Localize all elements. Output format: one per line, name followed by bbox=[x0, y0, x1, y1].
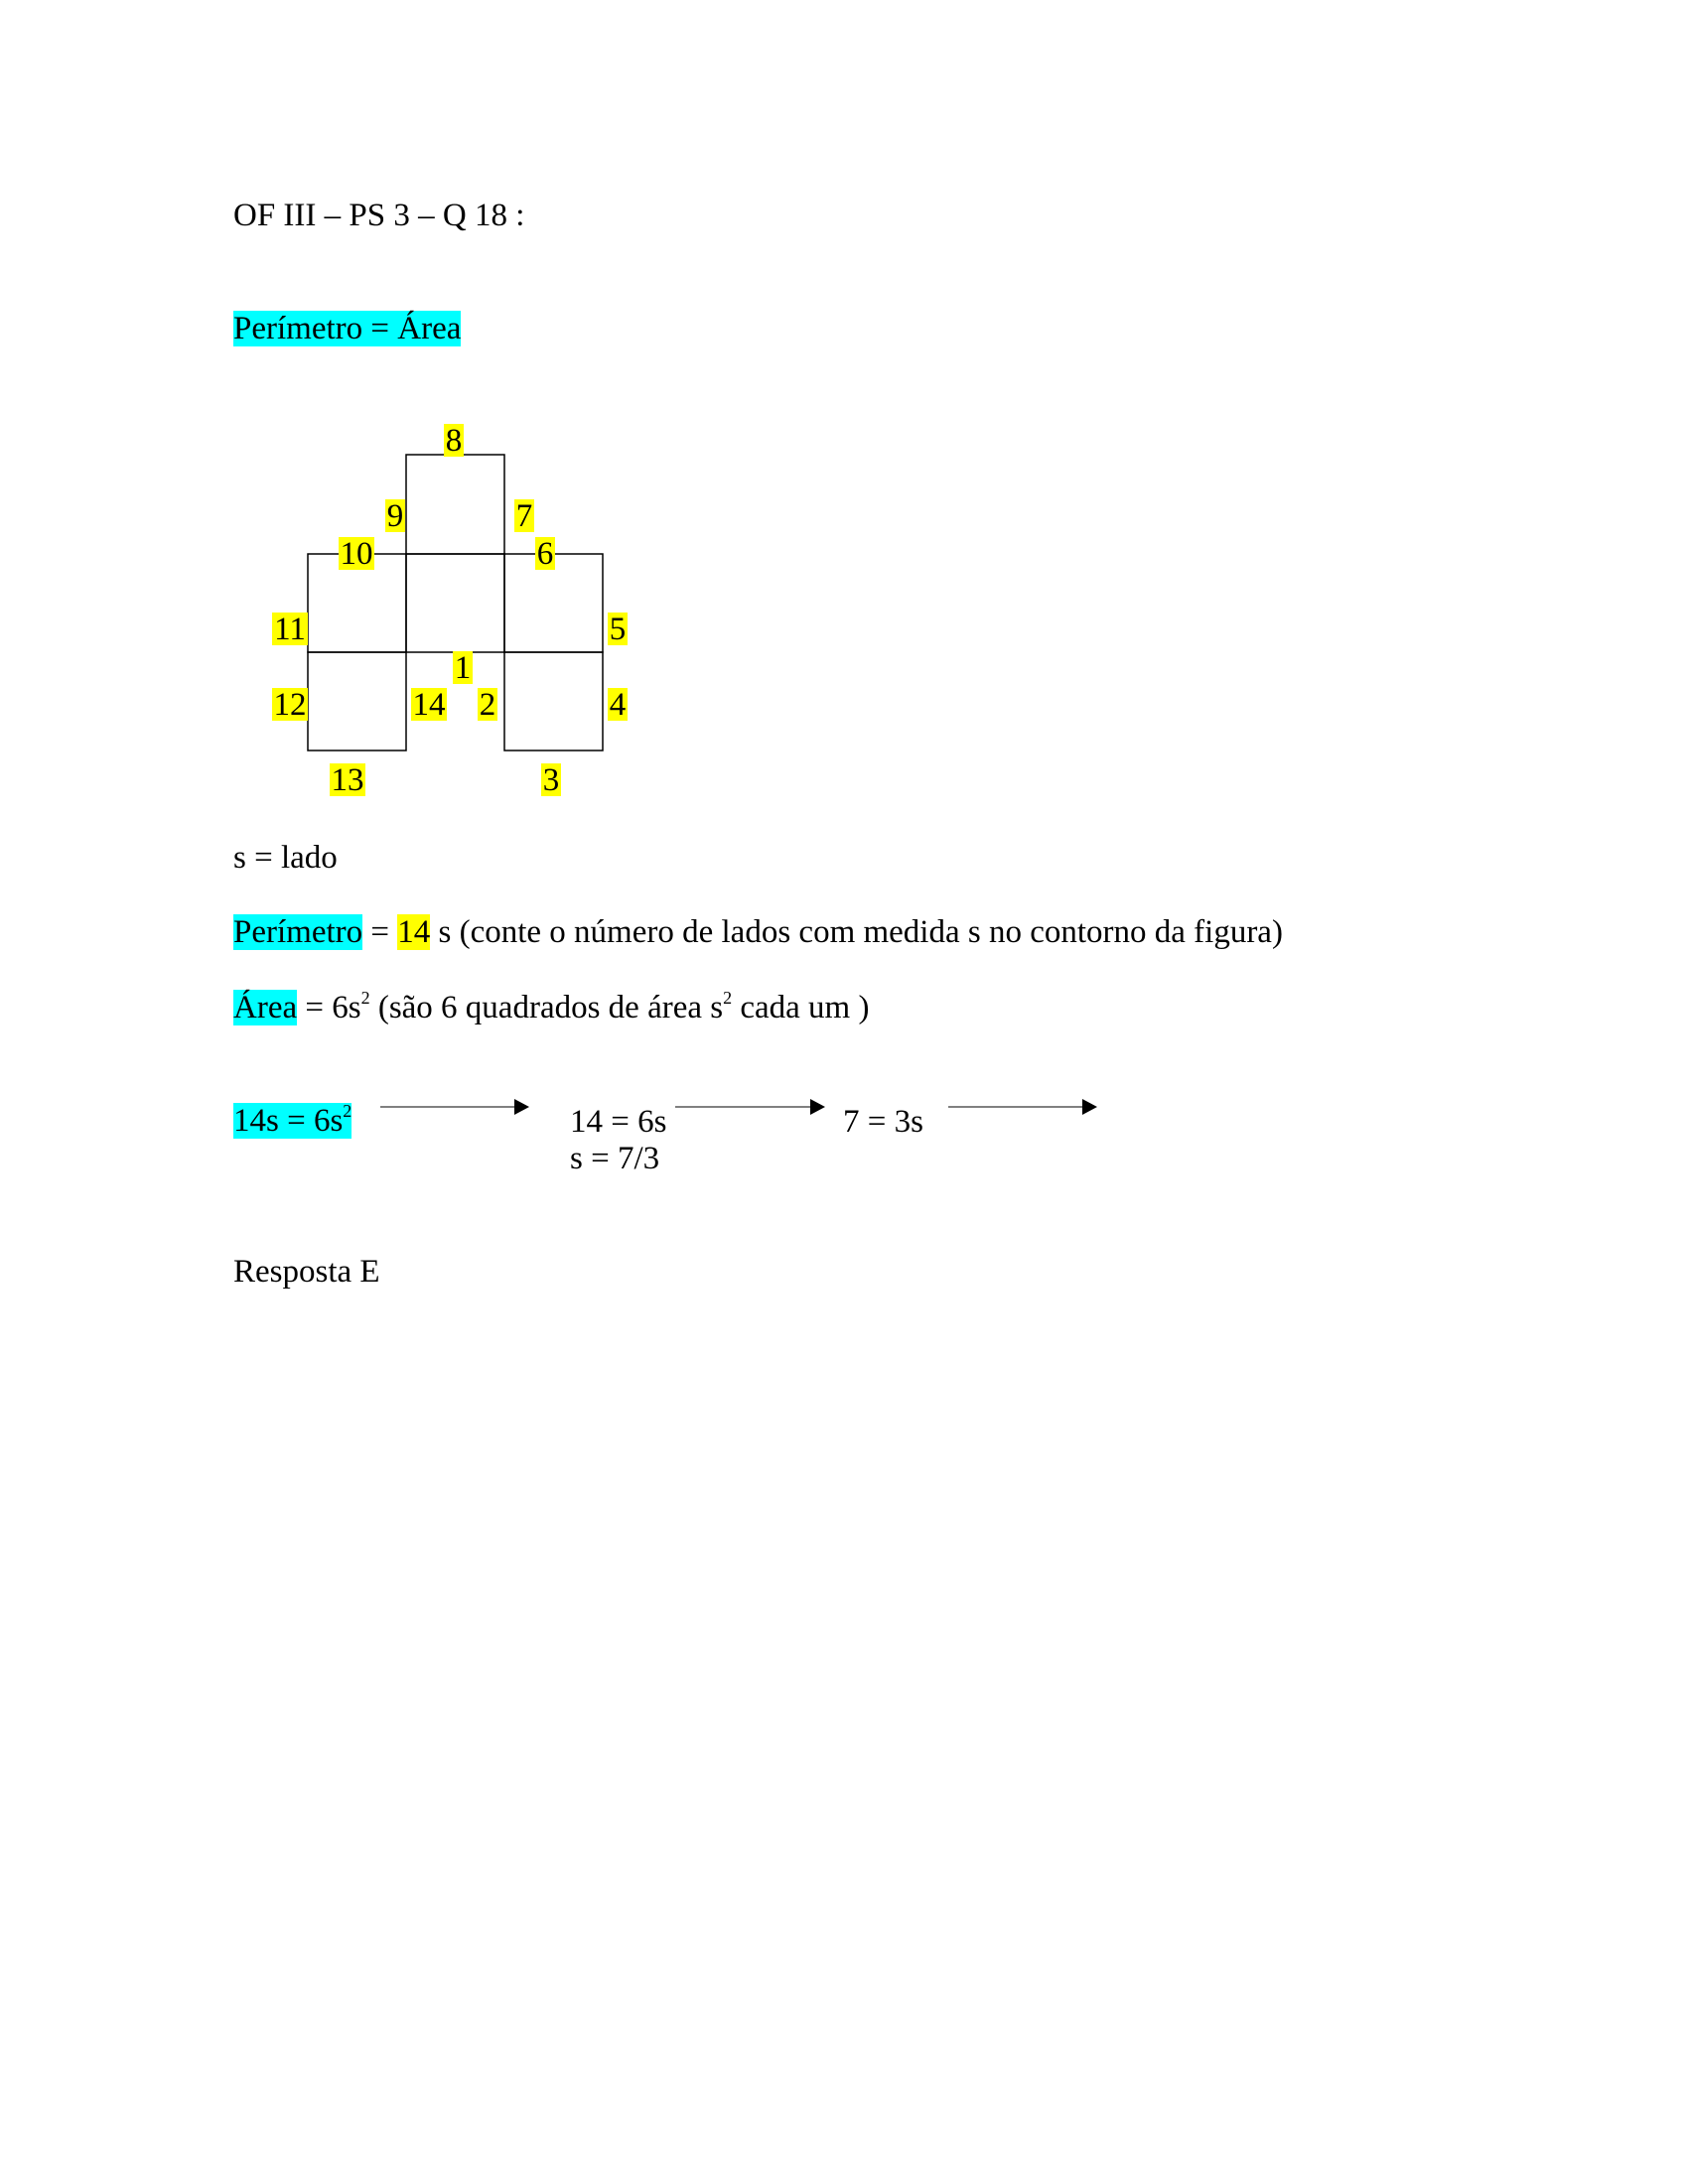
edge-label-7 bbox=[514, 498, 534, 534]
edge-label-14 bbox=[411, 687, 447, 723]
edge-label-8 bbox=[444, 423, 464, 459]
svg-text:3: 3 bbox=[542, 762, 560, 798]
arrow-2 bbox=[675, 1099, 825, 1115]
solution-step-1-text: $14s = 6s^2$ bbox=[233, 1101, 352, 1139]
figure-diagram bbox=[0, 0, 1688, 893]
edge-label-5 bbox=[608, 612, 628, 647]
svg-text:6: 6 bbox=[536, 536, 554, 572]
solution-step-3: 7 = 3s bbox=[843, 1104, 923, 1140]
edge-label-9 bbox=[385, 498, 405, 534]
area-label: Área bbox=[233, 990, 298, 1025]
squares-outline bbox=[308, 455, 603, 751]
area-eq-mid: (são 6 quadrados de área s bbox=[369, 990, 724, 1025]
edge-label-13 bbox=[330, 762, 365, 798]
square-top bbox=[406, 455, 504, 554]
perimeter-equals: = bbox=[362, 914, 398, 950]
edge-label-1 bbox=[453, 650, 473, 686]
perimeter-explanation: s (conte o número de lados com medida s no contorno da figura) bbox=[430, 914, 1283, 950]
statement-area: Área bbox=[397, 311, 462, 346]
svg-text:9: 9 bbox=[386, 498, 404, 534]
square-mid-center bbox=[406, 554, 504, 652]
side-definition: s = lado bbox=[233, 840, 338, 876]
svg-text:8: 8 bbox=[445, 423, 463, 459]
svg-text:11: 11 bbox=[274, 612, 306, 647]
area-eq-post: cada um ) bbox=[732, 990, 870, 1025]
perimeter-label: Perímetro bbox=[233, 914, 363, 950]
svg-text:14: 14 bbox=[412, 687, 446, 723]
area-exponent-2: 2 bbox=[723, 988, 733, 1008]
area-exponent: 2 bbox=[360, 988, 370, 1008]
svg-text:1: 1 bbox=[454, 650, 472, 686]
svg-text:2: 2 bbox=[479, 687, 496, 723]
arrow-3 bbox=[948, 1099, 1097, 1115]
edge-label-11 bbox=[272, 612, 308, 647]
edge-label-10 bbox=[339, 536, 374, 572]
svg-text:12: 12 bbox=[273, 687, 307, 723]
edge-label-3 bbox=[541, 762, 561, 798]
statement-equals: = bbox=[362, 311, 398, 346]
square-bottom-left bbox=[308, 652, 406, 751]
svg-text:4: 4 bbox=[609, 687, 627, 723]
statement-perimetro: Perímetro bbox=[233, 311, 363, 346]
area-eq-pre: = 6s bbox=[297, 990, 361, 1025]
solution-step-2-line-1: 14 = 6s bbox=[570, 1104, 667, 1140]
svg-text:5: 5 bbox=[609, 612, 627, 647]
area-line bbox=[233, 989, 869, 1026]
answer: Resposta E bbox=[233, 1254, 380, 1290]
edge-label-6 bbox=[535, 536, 555, 572]
solution-step-2-line-2: s = 7/3 bbox=[570, 1141, 660, 1176]
edge-label-4 bbox=[608, 687, 628, 723]
svg-text:7: 7 bbox=[515, 498, 533, 534]
arrow-1 bbox=[380, 1099, 529, 1115]
perimeter-count: 14 bbox=[397, 914, 431, 950]
edge-labels bbox=[272, 423, 628, 798]
edge-label-12 bbox=[272, 687, 308, 723]
svg-text:10: 10 bbox=[340, 536, 373, 572]
page-title: OF III – PS 3 – Q 18 : bbox=[233, 198, 525, 233]
solution-step-1-exponent: 2 bbox=[343, 1101, 352, 1121]
perimeter-line bbox=[233, 913, 1283, 951]
square-bottom-right bbox=[504, 652, 603, 751]
svg-text:13: 13 bbox=[331, 762, 364, 798]
edge-label-2 bbox=[478, 687, 497, 723]
